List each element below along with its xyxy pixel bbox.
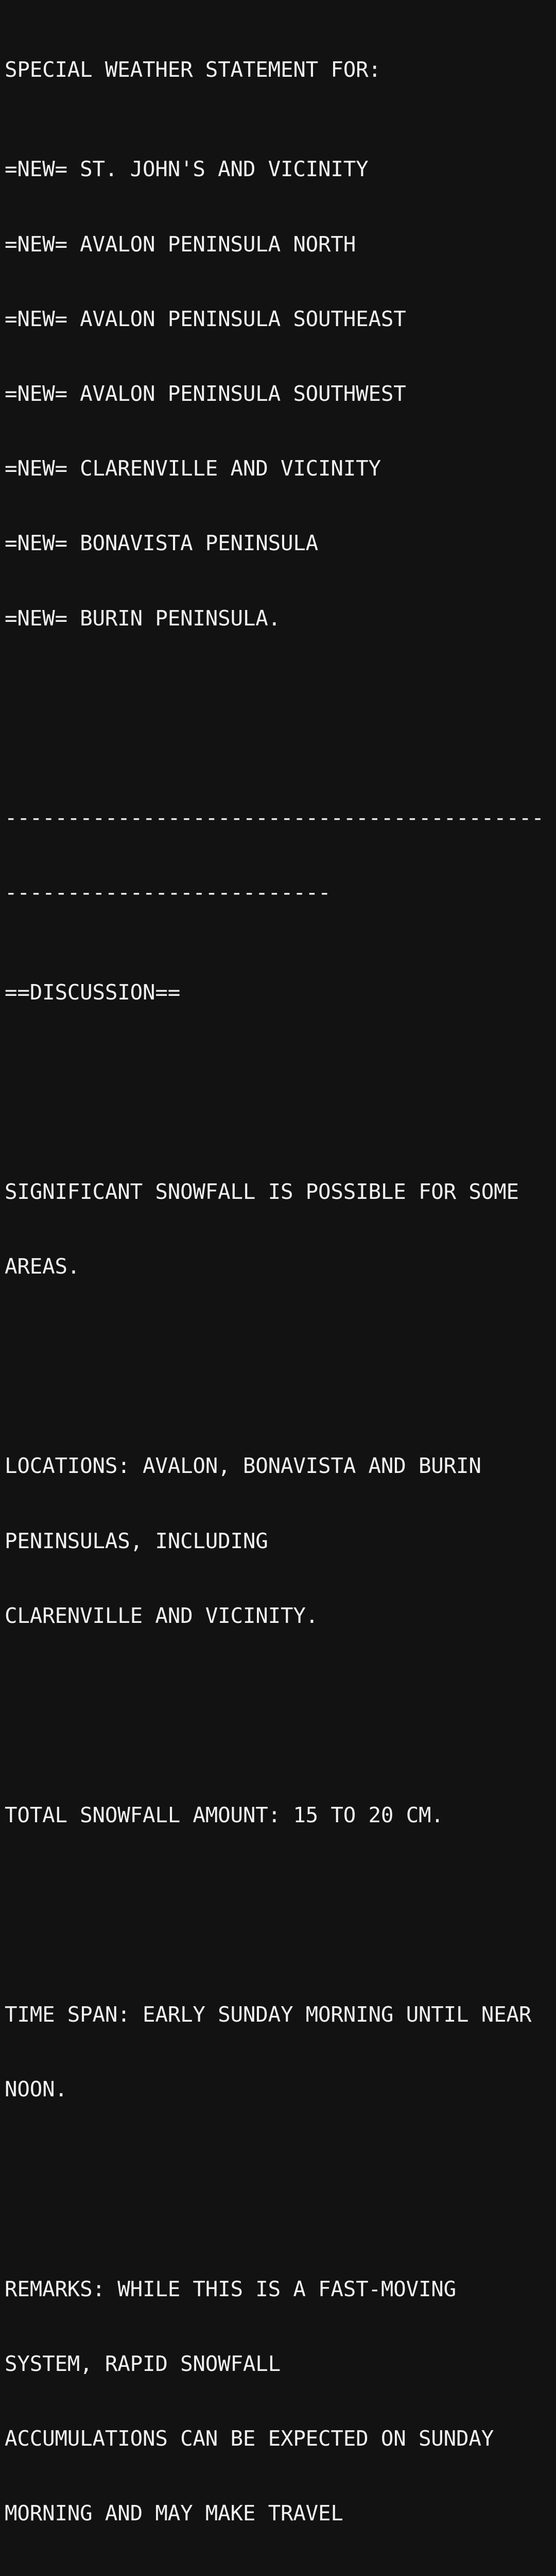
blank-line xyxy=(5,705,556,730)
weather-statement-document xyxy=(5,7,556,2576)
region-item: =NEW= AVALON PENINSULA SOUTHEAST xyxy=(5,306,406,331)
locations-line: CLARENVILLE AND VICINITY. xyxy=(5,1603,319,1628)
blank-line xyxy=(5,1354,556,1379)
time-span-line: TIME SPAN: EARLY SUNDAY MORNING UNTIL NEAR xyxy=(5,2002,532,2027)
total-snowfall-line: TOTAL SNOWFALL AMOUNT: 15 TO 20 CM. xyxy=(5,1802,444,1827)
region-item: =NEW= BONAVISTA PENINSULA xyxy=(5,531,319,556)
blank-line xyxy=(5,2177,556,2201)
region-item: =NEW= BURIN PENINSULA. xyxy=(5,605,281,631)
locations-line: LOCATIONS: AVALON, BONAVISTA AND BURIN xyxy=(5,1453,481,1479)
separator-line: -------------------------- xyxy=(5,880,331,905)
region-item: =NEW= CLARENVILLE AND VICINITY xyxy=(5,456,381,481)
remarks-line: SYSTEM, RAPID SNOWFALL xyxy=(5,2351,281,2376)
blank-line xyxy=(5,1703,556,1727)
discussion-heading: ==DISCUSSION== xyxy=(5,979,181,1005)
region-item: =NEW= ST. JOHN'S AND VICINITY xyxy=(5,157,369,182)
remarks-line: ACCUMULATIONS CAN BE EXPECTED ON SUNDAY xyxy=(5,2426,494,2451)
separator-line: ------------------------------------------- xyxy=(5,805,544,830)
statement-header-title: SPECIAL WEATHER STATEMENT FOR: xyxy=(5,57,381,82)
time-span-line: NOON. xyxy=(5,2077,67,2102)
summary-line: AREAS. xyxy=(5,1254,80,1279)
region-item: =NEW= AVALON PENINSULA NORTH xyxy=(5,231,356,257)
region-item: =NEW= AVALON PENINSULA SOUTHWEST xyxy=(5,381,406,406)
summary-line: SIGNIFICANT SNOWFALL IS POSSIBLE FOR SOME xyxy=(5,1179,519,1204)
remarks-line: MORNING AND MAY MAKE TRAVEL xyxy=(5,2501,343,2526)
blank-line xyxy=(5,1079,556,1104)
locations-line: PENINSULAS, INCLUDING xyxy=(5,1528,268,1553)
remarks-line: REMARKS: WHILE THIS IS A FAST-MOVING xyxy=(5,2276,457,2301)
blank-line xyxy=(5,1903,556,1927)
